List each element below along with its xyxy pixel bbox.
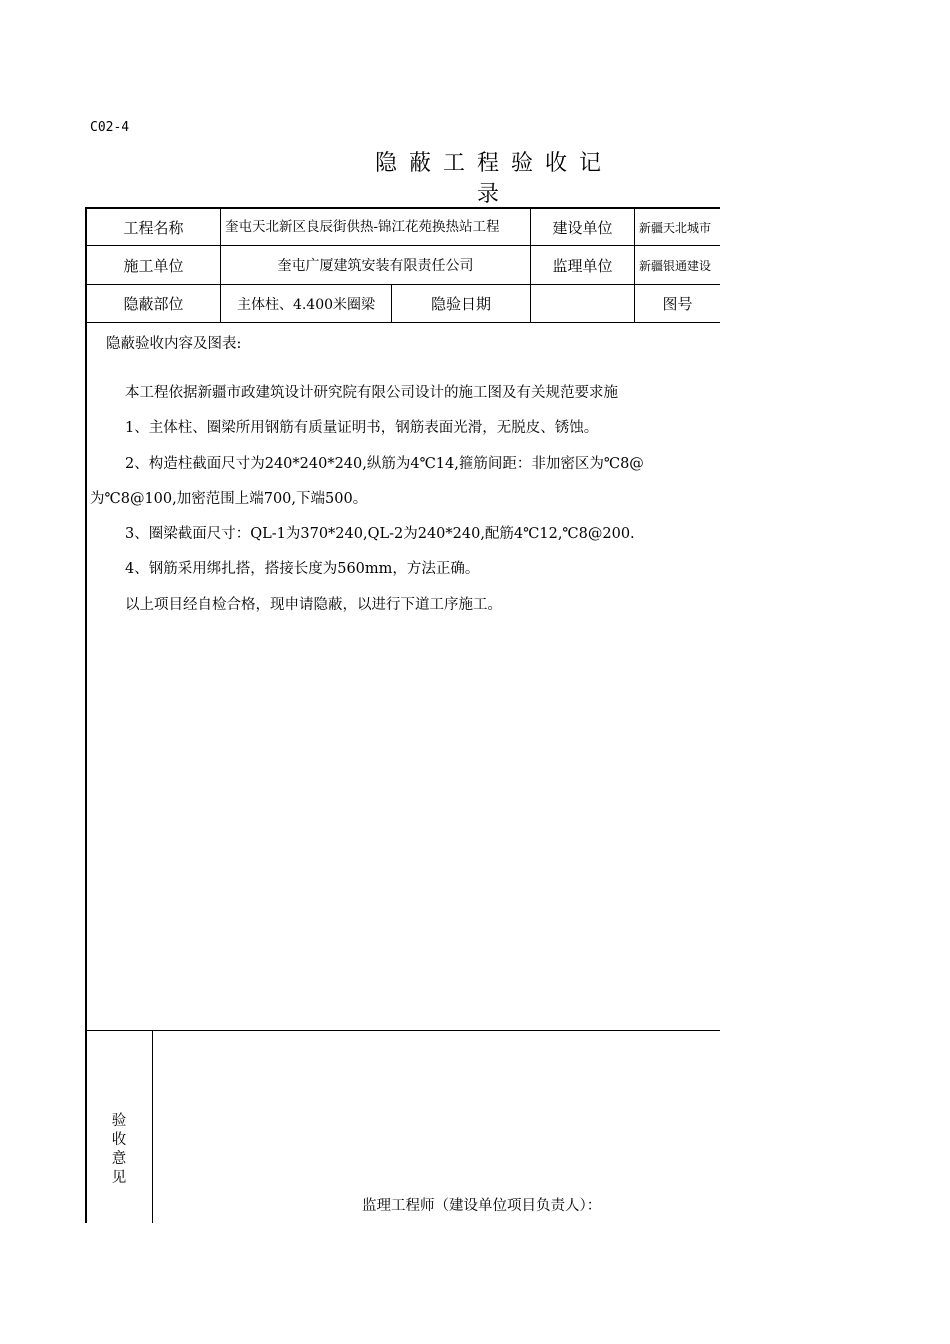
inspection-date-value [531, 285, 634, 322]
builder-value: 新疆天北城市 [639, 220, 712, 235]
supervisor-value: 新疆银通建设 [639, 258, 712, 273]
inspection-date-label: 隐验日期 [430, 295, 491, 313]
content-conclusion: 以上项目经自检合格，现申请隐蔽，以进行下道工序施工。 [125, 597, 502, 613]
content-item-4: 4、钢筋采用绑扎搭，搭接长度为560mm，方法正确。 [125, 561, 480, 577]
drawing-number-label: 图号 [662, 295, 693, 313]
content-item-2: 2、构造柱截面尺寸为240*240*240,纵筋为4℃14,箍筋间距：非加密区为℃8@ [125, 456, 644, 472]
document-title: 隐蔽工程验收记录 [374, 151, 613, 207]
content-intro: 本工程依据新疆市政建筑设计研究院有限公司设计的施工图及有关规范要求施 [125, 385, 618, 401]
acceptance-opinion-label: 验收意见 [111, 1113, 127, 1186]
project-name-label: 工程名称 [123, 218, 184, 237]
opinion-top-border [86, 1030, 720, 1031]
content-item-3: 3、圈梁截面尺寸：QL-1为370*240,QL-2为240*240,配筋4℃12,℃8@200. [125, 526, 635, 542]
supervising-engineer-signature-label: 监理工程师（建设单位项目负责人）： [362, 1198, 602, 1214]
content-item-1: 1、主体柱、圈梁所用钢筋有质量证明书，钢筋表面光滑，无脱皮、锈蚀。 [125, 420, 599, 436]
hidden-part-value: 主体柱、4.400米圈梁 [236, 296, 376, 313]
content-label: 隐蔽验收内容及图表: [106, 336, 242, 352]
content-item-2-continued: 为℃8@100,加密范围上端700,下端500。 [90, 491, 368, 507]
form-code: C02-4 [90, 120, 130, 135]
project-name-value: 奎屯天北新区良辰街供热-锦江花苑换热站工程 [225, 219, 500, 235]
contractor-label: 施工单位 [123, 256, 184, 275]
table-row-divider-3 [86, 322, 720, 323]
table-left-border [85, 207, 87, 1223]
builder-label: 建设单位 [552, 218, 613, 237]
supervisor-label: 监理单位 [552, 256, 613, 275]
hidden-part-label: 隐蔽部位 [123, 295, 184, 313]
opinion-col-divider [152, 1030, 153, 1223]
contractor-value: 奎屯广厦建筑安装有限责任公司 [277, 258, 474, 274]
